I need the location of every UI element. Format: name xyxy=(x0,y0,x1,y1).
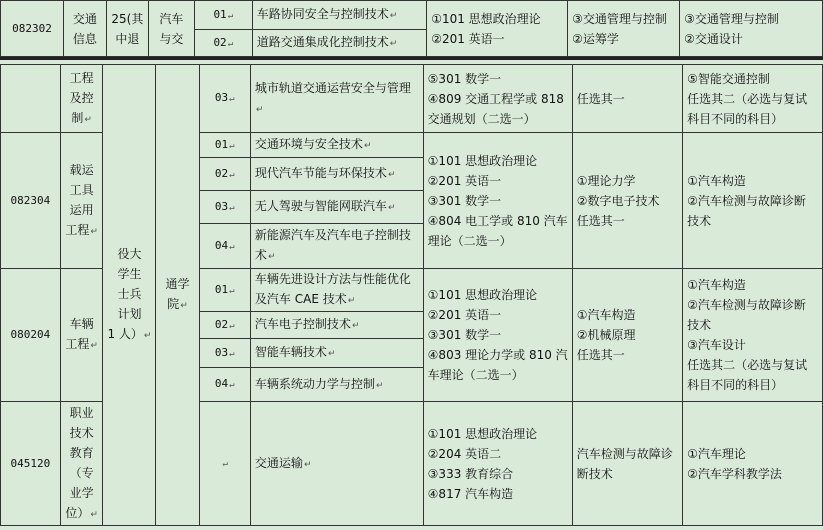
exam-subjects: ①101 思想政治理论 ②204 英语二 ③333 教育综合 ④817 汽车构造 xyxy=(423,402,572,526)
equivalent-subjects: ①汽车理论 ②汽车学科教学法 xyxy=(683,402,823,526)
direction-code: 03↵ xyxy=(199,191,250,224)
retest-subjects: ①汽车构造 ②机械原理 任选其一 xyxy=(572,269,682,402)
catalog-table-top xyxy=(0,0,823,57)
catalog-table-main xyxy=(0,64,823,526)
section-divider xyxy=(0,57,823,60)
major-code: 045120 xyxy=(1,402,61,526)
college-name: 通学 院↵ xyxy=(156,65,199,526)
direction-code: 04↵ xyxy=(199,368,250,402)
major-code: 080204 xyxy=(1,269,61,402)
major-name: 载运 工具 运用 工程↵ xyxy=(60,133,103,269)
exam-subjects: ①101 思想政治理论 ②201 英语一 ③301 数学一 ④804 电工学或 810 汽车 理论（二选一） xyxy=(423,133,572,269)
direction-code: 03↵ xyxy=(199,339,250,368)
direction-code: 01↵ xyxy=(199,133,250,158)
retest-subjects: ③交通管理与控制 ②运筹学 xyxy=(568,1,680,57)
direction-name: 汽车电子控制技术↵ xyxy=(250,312,423,339)
exam-subjects: ⑤301 数学一 ④809 交通工程学或 818 交通规划（二选一） xyxy=(423,65,572,133)
direction-name: 交通环境与安全技术↵ xyxy=(250,133,423,158)
exam-subjects: ①101 思想政治理论 ②201 英语一 xyxy=(427,1,568,57)
retest-subjects: 任选其一 xyxy=(572,65,682,133)
direction-name: 交通运输↵ xyxy=(250,402,423,526)
direction-code: ↵ xyxy=(199,402,250,526)
direction-name: 新能源汽车及汽车电子控制技 术↵ xyxy=(250,224,423,269)
direction-code: 02↵ xyxy=(199,312,250,339)
direction-code: 01↵ xyxy=(194,1,252,30)
retest-subjects: ①理论力学 ②数字电子技术 任选其一 xyxy=(572,133,682,269)
major-name: 交通 信息 xyxy=(63,1,106,57)
enrollment-plan: 役大 学生 士兵 计划 1 人）↵ xyxy=(103,65,156,526)
major-name: 工程 及控 制↵ xyxy=(60,65,103,133)
college-name: 汽车 与交 xyxy=(148,1,194,57)
direction-code: 02↵ xyxy=(199,158,250,191)
major-name: 职业 技术 教育 （专 业学 位）↵ xyxy=(60,402,103,526)
direction-name: 城市轨道交通运营安全与管理↵ xyxy=(250,65,423,133)
enrollment-plan: 25(其 中退 xyxy=(106,1,148,57)
equivalent-subjects: ①汽车构造 ②汽车检测与故障诊断 技术 ③汽车设计 任选其二（必选与复试 科目不同的科目） xyxy=(683,269,823,402)
direction-code: 02↵ xyxy=(194,30,252,57)
equivalent-subjects: ③交通管理与控制 ②交通设计 xyxy=(680,1,823,57)
direction-code: 03↵ xyxy=(199,65,250,133)
direction-name: 现代汽车节能与环保技术↵ xyxy=(250,158,423,191)
direction-name: 车辆系统动力学与控制↵ xyxy=(250,368,423,402)
direction-name: 无人驾驶与智能网联汽车↵ xyxy=(250,191,423,224)
equivalent-subjects: ⑤智能交通控制 任选其二（必选与复试 科目不同的科目） xyxy=(683,65,823,133)
direction-code: 04↵ xyxy=(199,224,250,269)
retest-subjects: 汽车检测与故障诊 断技术 xyxy=(572,402,682,526)
direction-name: 车路协同安全与控制技术↵ xyxy=(252,1,426,30)
exam-subjects: ①101 思想政治理论 ②201 英语一 ③301 数学一 ④803 理论力学或 810 汽 车理论（二选一） xyxy=(423,269,572,402)
direction-name: 智能车辆技术↵ xyxy=(250,339,423,368)
major-code: 082304 xyxy=(1,133,61,269)
direction-code: 01↵ xyxy=(199,269,250,312)
direction-name: 车辆先进设计方法与性能优化 及汽车 CAE 技术↵ xyxy=(250,269,423,312)
major-code xyxy=(1,65,61,133)
equivalent-subjects: ①汽车构造 ②汽车检测与故障诊断 技术 xyxy=(683,133,823,269)
direction-name: 道路交通集成化控制技术↵ xyxy=(252,30,426,57)
major-code: 082302 xyxy=(1,1,64,57)
major-name: 车辆 工程↵ xyxy=(60,269,103,402)
